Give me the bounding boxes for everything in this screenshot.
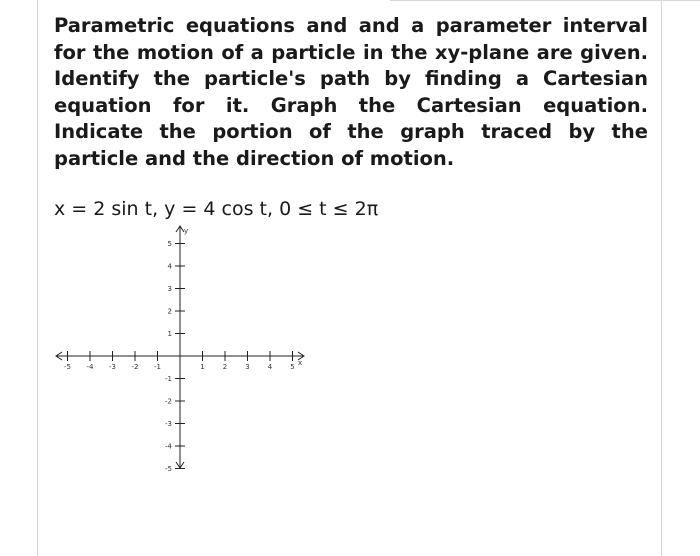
y-axis-label: y [184, 227, 189, 235]
y-tick-label: -5 [165, 465, 172, 472]
x-tick-label: 2 [222, 363, 228, 371]
x-tick-label: 5 [290, 363, 295, 371]
y-tick-label: 5 [167, 240, 172, 248]
x-tick-label: -4 [86, 363, 94, 371]
axes [56, 226, 304, 468]
x-tick-label: 4 [267, 363, 273, 371]
y-tick-label: -1 [165, 375, 172, 383]
problem-statement: Parametric equations and and a parameter interval for the motion of a particle in the xy-plane are given. Identify the particle's path by finding a Cartesian equation for it. Graph the Cartesian equation. Indicate the portion of the graph traced by the particle and the direction of motion. [54, 14, 648, 170]
coordinate-axes-graph [50, 222, 320, 472]
y-tick-label: -3 [165, 420, 172, 428]
y-tick-label: 2 [167, 307, 172, 316]
x-tick-label: 3 [245, 363, 250, 371]
x-tick-label: -1 [154, 363, 161, 371]
y-tick-label: 1 [167, 330, 172, 338]
x-axis-label: x [298, 359, 303, 367]
x-tick-label: 1 [200, 363, 205, 371]
y-tick-label: -2 [165, 397, 172, 406]
x-tick-label: -5 [64, 363, 71, 371]
parametric-equations: x = 2 sin t, y = 4 cos t, 0 ≤ t ≤ 2π [54, 198, 379, 220]
x-tick-label: -2 [131, 363, 139, 371]
y-tick-label: -4 [165, 442, 172, 451]
x-tick-label: -3 [109, 363, 116, 371]
x-axis-ticks [64, 351, 295, 371]
y-tick-label: 3 [167, 285, 172, 293]
y-tick-label: 4 [167, 262, 172, 271]
